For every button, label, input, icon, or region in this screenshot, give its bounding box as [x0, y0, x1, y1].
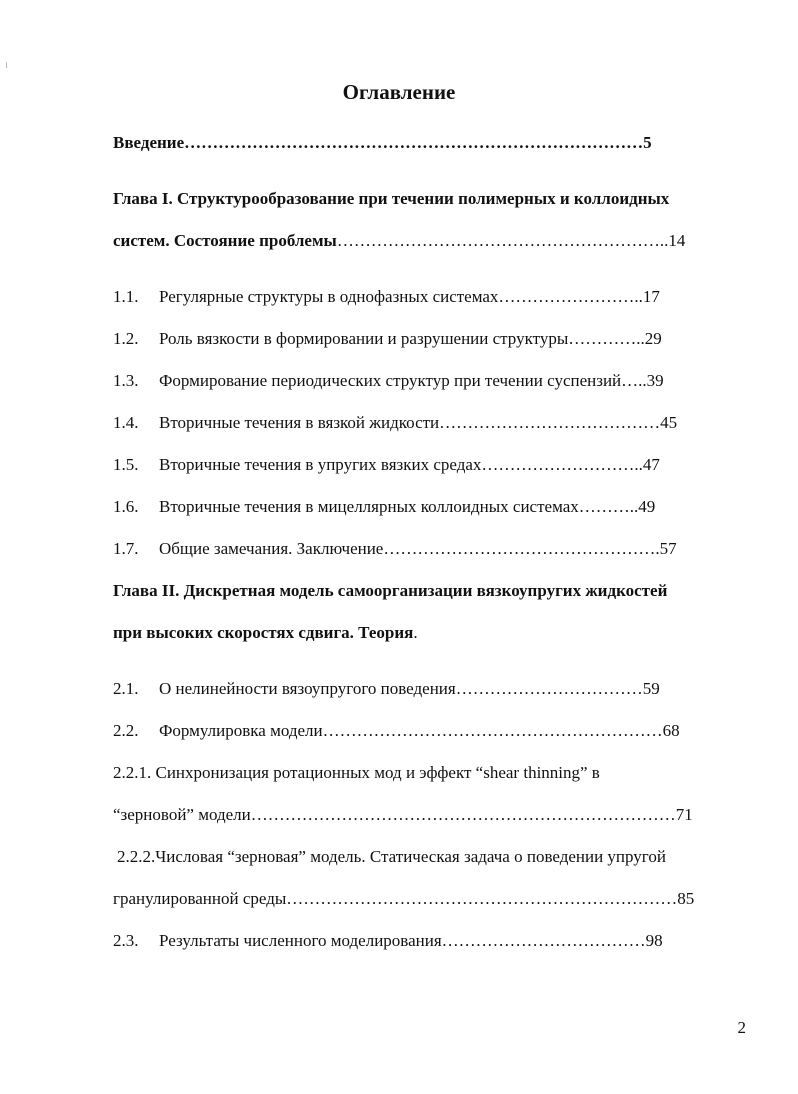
toc-section-number: 1.2. — [113, 329, 139, 348]
toc-chapter-2-line-1: Глава II. Дискретная модель самоорганизации вязкоупругих жидкостей — [113, 581, 668, 600]
toc-entry-text: Вторичные течения в мицеллярных коллоидных системах — [159, 497, 579, 516]
toc-page-number: 85 — [677, 889, 695, 908]
toc-section-1-3 — [113, 370, 664, 392]
toc-page-number: 39 — [646, 371, 664, 390]
toc-leader-dots: ……….. — [578, 497, 639, 516]
toc-leader-dots: ………………………………… — [439, 413, 661, 432]
toc-section-2-2 — [113, 720, 680, 742]
toc-chapter-1-line-1: Глава I. Структурообразование при течении полимерных и коллоидных — [113, 189, 670, 208]
toc-entry-text: Введение — [113, 133, 185, 152]
toc-leader-dots: …………………………………………………… — [322, 721, 663, 740]
toc-trailing-dot: . — [413, 623, 418, 642]
toc-entry-text: Роль вязкости в формировании и разрушении структуры — [159, 329, 569, 348]
toc-page-number: 68 — [662, 721, 680, 740]
toc-entry-intro — [113, 132, 652, 154]
toc-section-number: 2.1. — [113, 679, 139, 698]
toc-entry-text: Регулярные структуры в однофазных системах — [159, 287, 499, 306]
toc-chapter-2-line-2 — [113, 622, 418, 644]
toc-section-2-2-2-line-1: 2.2.2.Числовая “зерновая” модель. Статическая задача о поведении упругой — [117, 847, 666, 866]
toc-section-number: 1.3. — [113, 371, 139, 390]
toc-entry-text: “зерновой” модели — [113, 805, 251, 824]
toc-section-2-3 — [113, 930, 663, 952]
toc-page-number: 45 — [660, 413, 678, 432]
toc-leader-dots: ………….. — [568, 329, 645, 348]
toc-section-2-1 — [113, 678, 660, 700]
toc-section-number: 1.6. — [113, 497, 139, 516]
toc-leader-dots: ……………………….. — [481, 455, 643, 474]
toc-section-1-1 — [113, 286, 660, 308]
toc-section-number: 1.4. — [113, 413, 139, 432]
toc-title: Оглавление — [342, 80, 456, 104]
toc-leader-dots: …………………………………………. — [383, 539, 660, 558]
toc-leader-dots: ……………………………… — [441, 931, 646, 950]
toc-section-number: 1.5. — [113, 455, 139, 474]
toc-entry-text: Общие замечания. Заключение — [159, 539, 384, 558]
page-number: 2 — [737, 1018, 746, 1037]
toc-entry-text: Вторичные течения в вязкой жидкости — [159, 413, 440, 432]
toc-section-2-2-2-line-2 — [113, 888, 694, 910]
toc-page-number: 29 — [644, 329, 662, 348]
toc-page-number: 14 — [668, 231, 686, 250]
toc-section-1-7 — [113, 538, 677, 560]
toc-leader-dots: …………………………………………………………… — [286, 889, 678, 908]
toc-leader-dots: ………………………………………………….. — [336, 231, 669, 250]
toc-entry-text: Формирование периодических структур при течении суспензий — [159, 371, 622, 390]
toc-leader-dots: ….. — [621, 371, 647, 390]
toc-page-number: 17 — [642, 287, 660, 306]
toc-page-number: 49 — [638, 497, 656, 516]
toc-entry-text: гранулированной среды — [113, 889, 287, 908]
toc-entry-text: Результаты численного моделирования — [159, 931, 442, 950]
toc-section-1-5 — [113, 454, 660, 476]
toc-leader-dots: ……………………………………………………………………… — [184, 133, 644, 152]
toc-section-number: 2.3. — [113, 931, 139, 950]
toc-section-1-4 — [113, 412, 677, 434]
toc-page-number: 57 — [659, 539, 677, 558]
toc-entry-text: Формулировка модели — [159, 721, 323, 740]
toc-section-number: 1.1. — [113, 287, 139, 306]
toc-leader-dots: …………………………… — [455, 679, 643, 698]
toc-entry-text: Вторичные течения в упругих вязких средах — [159, 455, 482, 474]
toc-entry-text: систем. Состояние проблемы — [113, 231, 337, 250]
toc-section-1-2 — [113, 328, 662, 350]
toc-chapter-1-line-2 — [113, 230, 685, 252]
toc-page-number: 98 — [645, 931, 663, 950]
toc-page-number: 5 — [643, 133, 652, 152]
toc-page-number: 59 — [642, 679, 660, 698]
toc-leader-dots: …………………….. — [498, 287, 643, 306]
toc-section-1-6 — [113, 496, 655, 518]
toc-entry-text: О нелинейности вязоупругого поведения — [159, 679, 456, 698]
toc-page-number: 71 — [675, 805, 693, 824]
toc-entry-text: при высоких скоростях сдвига. Теория — [113, 623, 414, 642]
toc-section-number: 1.7. — [113, 539, 139, 558]
toc-section-2-2-1-line-2 — [113, 804, 693, 826]
toc-section-number: 2.2. — [113, 721, 139, 740]
toc-page-number: 47 — [642, 455, 660, 474]
scan-speck — [6, 62, 7, 68]
toc-section-2-2-1-line-1: 2.2.1. Синхронизация ротационных мод и эффект “shear thinning” в — [113, 763, 600, 782]
toc-leader-dots: ………………………………………………………………… — [250, 805, 676, 824]
